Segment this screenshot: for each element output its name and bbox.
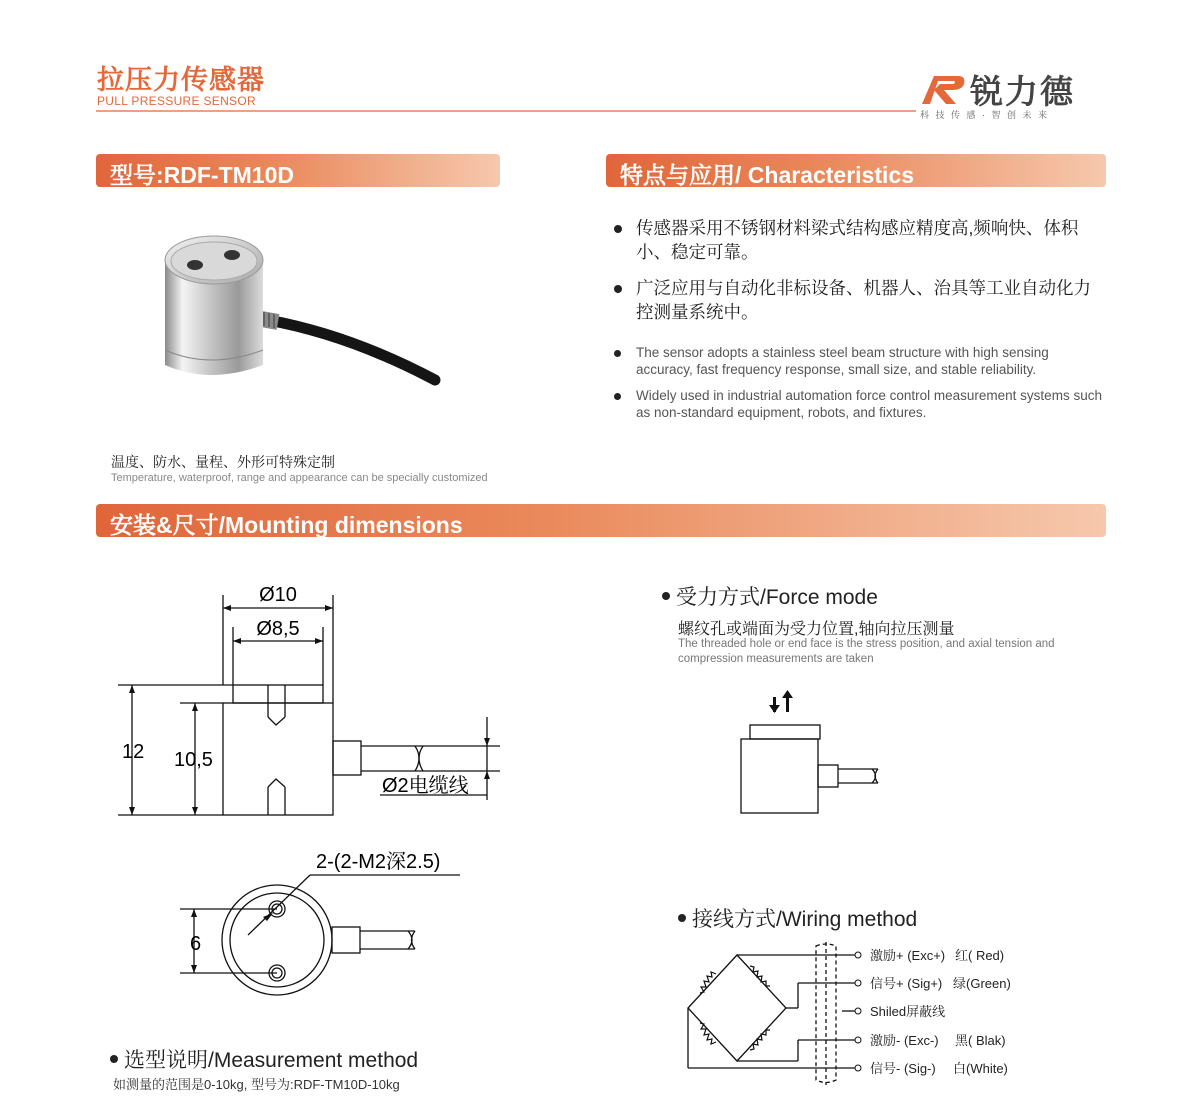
wiring-heading: 接线方式/Wiring method <box>678 903 917 933</box>
product-image <box>150 225 450 400</box>
wire-exc-plus-color: 红( Red) <box>955 948 1005 963</box>
wire-exc-minus-color: 黑( Blak) <box>955 1033 1006 1048</box>
sensor-top-cap <box>233 685 323 703</box>
page-subtitle: PULL PRESSURE SENSOR <box>97 94 256 108</box>
brand-name: 锐力德 <box>970 73 1075 110</box>
customization-cn: 温度、防水、量程、外形可特殊定制 <box>111 454 335 470</box>
characteristics-label: 特点与应用/ Characteristics <box>620 162 914 188</box>
force-mode-heading: 受力方式/Force mode <box>662 581 878 611</box>
wiring-diagram <box>680 940 1100 1090</box>
model-label: 型号:RDF-TM10D <box>110 162 294 188</box>
characteristics-list <box>612 216 1102 430</box>
brand-logo <box>918 70 1108 120</box>
brand-logo-icon <box>918 70 970 108</box>
brand-slogan: 科技传感·智创未来 <box>920 110 1054 120</box>
mounting-label: 安装&尺寸/Mounting dimensions <box>110 512 463 538</box>
title-underline <box>96 110 916 112</box>
dim-body-height: 10,5 <box>174 749 213 771</box>
measurement-heading: 选型说明/Measurement method <box>110 1044 418 1074</box>
characteristic-item-en: The sensor adopts a stainless steel beam structure with high sensing accuracy, fast frequency response, small size, and stable reliability. <box>612 344 1102 378</box>
customization-en: Temperature, waterproof, range and appearance can be specially customized <box>111 472 488 484</box>
dim-hole-spacing: 6 <box>190 933 202 955</box>
wire-sig-minus: 信号- (Sig-) <box>870 1061 936 1076</box>
force-mode-desc-cn: 螺纹孔或端面为受力位置,轴向拉压测量 <box>678 621 955 638</box>
wire-sig-plus: 信号+ (Sig+) <box>870 976 943 991</box>
characteristics-bar <box>606 154 1106 187</box>
wire-exc-minus: 激励- (Exc-) <box>870 1033 939 1048</box>
wire-shield: Shiled屏蔽线 <box>870 1004 946 1019</box>
mounting-bar <box>96 504 1106 537</box>
dim-threads: 2-(2-M2深2.5) <box>316 851 441 873</box>
characteristic-item-en: Widely used in industrial automation force control measurement systems such as non-standard equipment, robots, and fixtures. <box>612 387 1102 421</box>
wire-sig-minus-color: 白(White) <box>953 1061 1008 1076</box>
sensor-body-outline <box>223 703 333 815</box>
page-title: 拉压力传感器 <box>97 65 265 95</box>
dim-cable: Ø2电缆线 <box>382 775 469 797</box>
dim-inner-diameter: Ø8,5 <box>256 618 300 640</box>
wire-exc-plus: 激励+ (Exc+) <box>870 948 946 963</box>
side-view-drawing <box>110 575 510 825</box>
model-bar <box>96 154 500 187</box>
dim-outer-diameter: Ø10 <box>259 584 297 606</box>
characteristic-item-cn: 传感器采用不锈钢材料梁式结构感应精度高,频响快、体积小、稳定可靠。 <box>612 216 1102 264</box>
dim-total-height: 12 <box>122 741 145 763</box>
top-view-drawing <box>110 840 510 1020</box>
force-mode-desc-en: The threaded hole or end face is the stress position, and axial tension and compression measurements are taken <box>678 638 1055 665</box>
wire-sig-plus-color: 绿(Green) <box>953 976 1011 991</box>
characteristic-item-cn: 广泛应用与自动化非标设备、机器人、治具等工业自动化力控测量系统中。 <box>612 276 1102 324</box>
force-mode-diagram <box>730 685 890 820</box>
measurement-desc: 如测量的范围是0-10kg, 型号为:RDF-TM10D-10kg <box>113 1077 400 1092</box>
